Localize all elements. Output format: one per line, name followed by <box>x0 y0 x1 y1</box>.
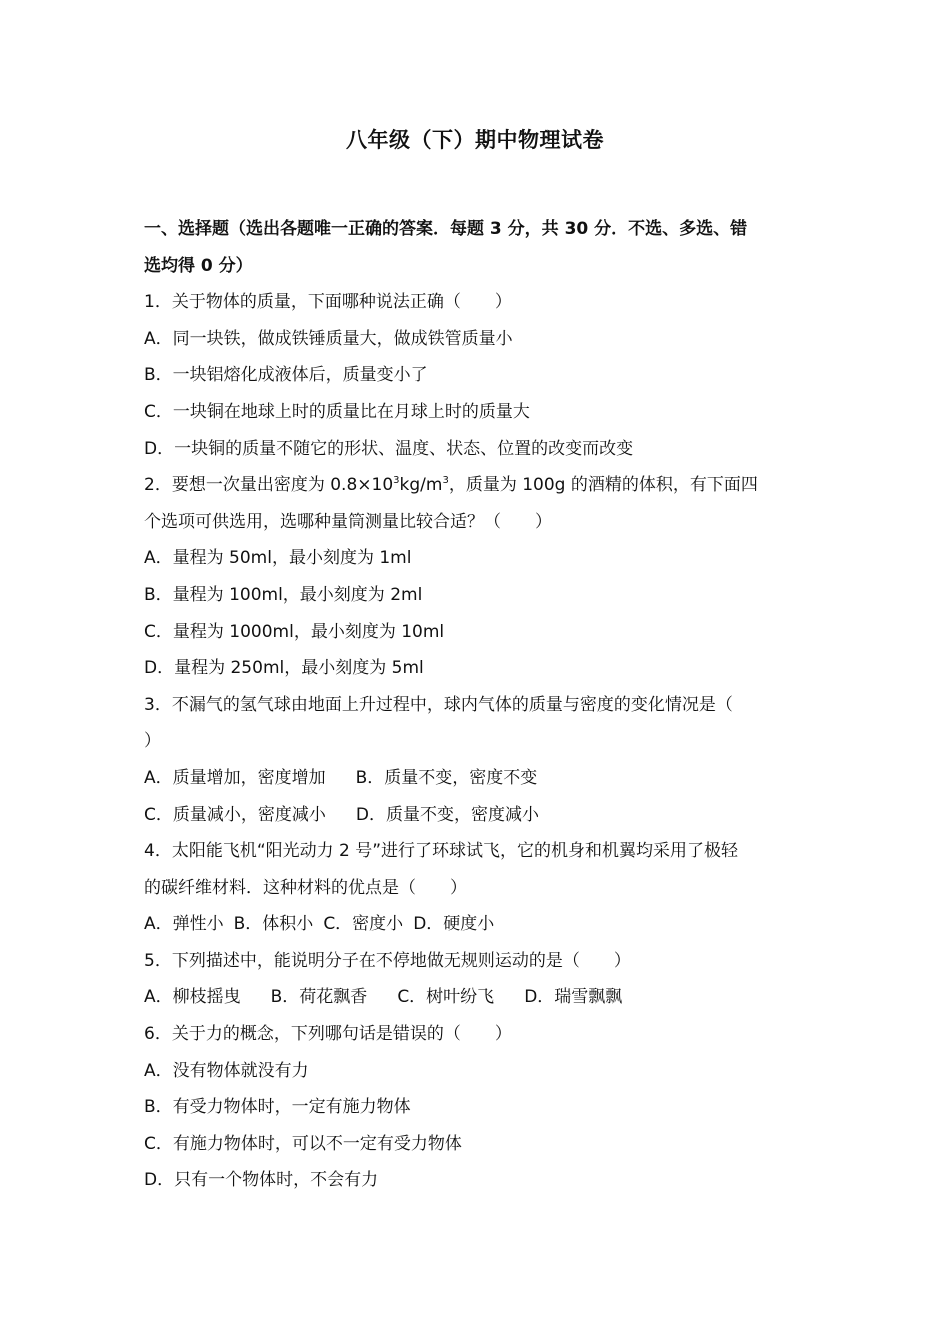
q3-stem-line1: 3．不漏气的氢气球由地面上升过程中，球内气体的质量与密度的变化情况是（ <box>144 694 733 715</box>
q5-stem: 5．下列描述中，能说明分子在不停地做无规则运动的是（ ） <box>144 950 631 971</box>
q3-options-row2 <box>144 797 809 834</box>
q2-stem-part1: 2．要想一次量出密度为 0.8×10 <box>144 475 394 496</box>
q4-option-b: B．体积小 <box>233 914 314 935</box>
q5-option-d: D．瑞雪飘飘 <box>524 987 623 1008</box>
q2-stem-line1 <box>144 467 809 504</box>
q3-option-d: D．质量不变，密度减小 <box>355 804 539 825</box>
q5-option-b: B．荷花飘香 <box>270 987 368 1008</box>
q2-option-d: D．量程为 250ml，最小刻度为 5ml <box>144 658 424 679</box>
q5-option-a: A．柳枝摇曳 <box>144 987 241 1008</box>
exam-content <box>144 211 809 1199</box>
q2-exponent-2: 3 <box>442 475 449 487</box>
q2-stem-line2: 个选项可供选用，选哪种量筒测量比较合适？（ ） <box>144 511 552 532</box>
q4-option-a: A．弹性小 <box>144 914 224 935</box>
q3-option-b: B．质量不变，密度不变 <box>355 767 538 788</box>
q1-option-b: B．一块铝熔化成液体后，质量变小了 <box>144 365 428 386</box>
q2-stem-part2: kg/m <box>399 475 443 496</box>
page-title: 八年级（下）期中物理试卷 <box>346 128 604 152</box>
q5-options-row <box>144 979 809 1016</box>
q2-option-c: C．量程为 1000ml，最小刻度为 10ml <box>144 621 445 642</box>
section-heading-line2: 选均得 0 分） <box>144 255 253 276</box>
q3-option-c: C．质量减小，密度减小 <box>144 804 326 825</box>
section-heading-line1: 一、选择题（选出各题唯一正确的答案．每题 3 分，共 30 分．不选、多选、错 <box>144 219 748 239</box>
q3-options-row1 <box>144 760 809 797</box>
q1-option-d: D．一块铜的质量不随它的形状、温度、状态、位置的改变而改变 <box>144 438 634 459</box>
q6-option-c: C．有施力物体时，可以不一定有受力物体 <box>144 1133 462 1154</box>
q5-option-c: C．树叶纷飞 <box>397 987 495 1008</box>
q2-option-a: A．量程为 50ml，最小刻度为 1ml <box>144 548 412 569</box>
q1-option-c: C．一块铜在地球上时的质量比在月球上时的质量大 <box>144 401 530 422</box>
q1-stem: 1．关于物体的质量，下面哪种说法正确（ ） <box>144 292 512 313</box>
q4-option-c: C．密度小 <box>323 914 404 935</box>
q4-option-d: D．硬度小 <box>413 914 495 935</box>
q6-option-a: A．没有物体就没有力 <box>144 1060 309 1081</box>
q1-option-a: A．同一块铁，做成铁锤质量大，做成铁管质量小 <box>144 328 513 349</box>
q4-stem-line2: 的碳纤维材料．这种材料的优点是（ ） <box>144 877 467 898</box>
q6-option-d: D．只有一个物体时，不会有力 <box>144 1170 379 1191</box>
q2-stem-part3: ，质量为 100g 的酒精的体积，有下面四 <box>448 475 758 496</box>
q3-stem-line2: ） <box>144 731 161 752</box>
q2-exponent-1: 3 <box>393 475 400 487</box>
q3-option-a: A．质量增加，密度增加 <box>144 767 326 788</box>
q4-options-row <box>144 906 809 943</box>
q6-option-b: B．有受力物体时，一定有施力物体 <box>144 1097 411 1118</box>
q4-stem-line1: 4．太阳能飞机“阳光动力 2 号”进行了环球试飞，它的机身和机翼均采用了极轻 <box>144 841 739 862</box>
q6-stem: 6．关于力的概念，下列哪句话是错误的（ ） <box>144 1024 512 1045</box>
q2-option-b: B．量程为 100ml，最小刻度为 2ml <box>144 584 423 605</box>
